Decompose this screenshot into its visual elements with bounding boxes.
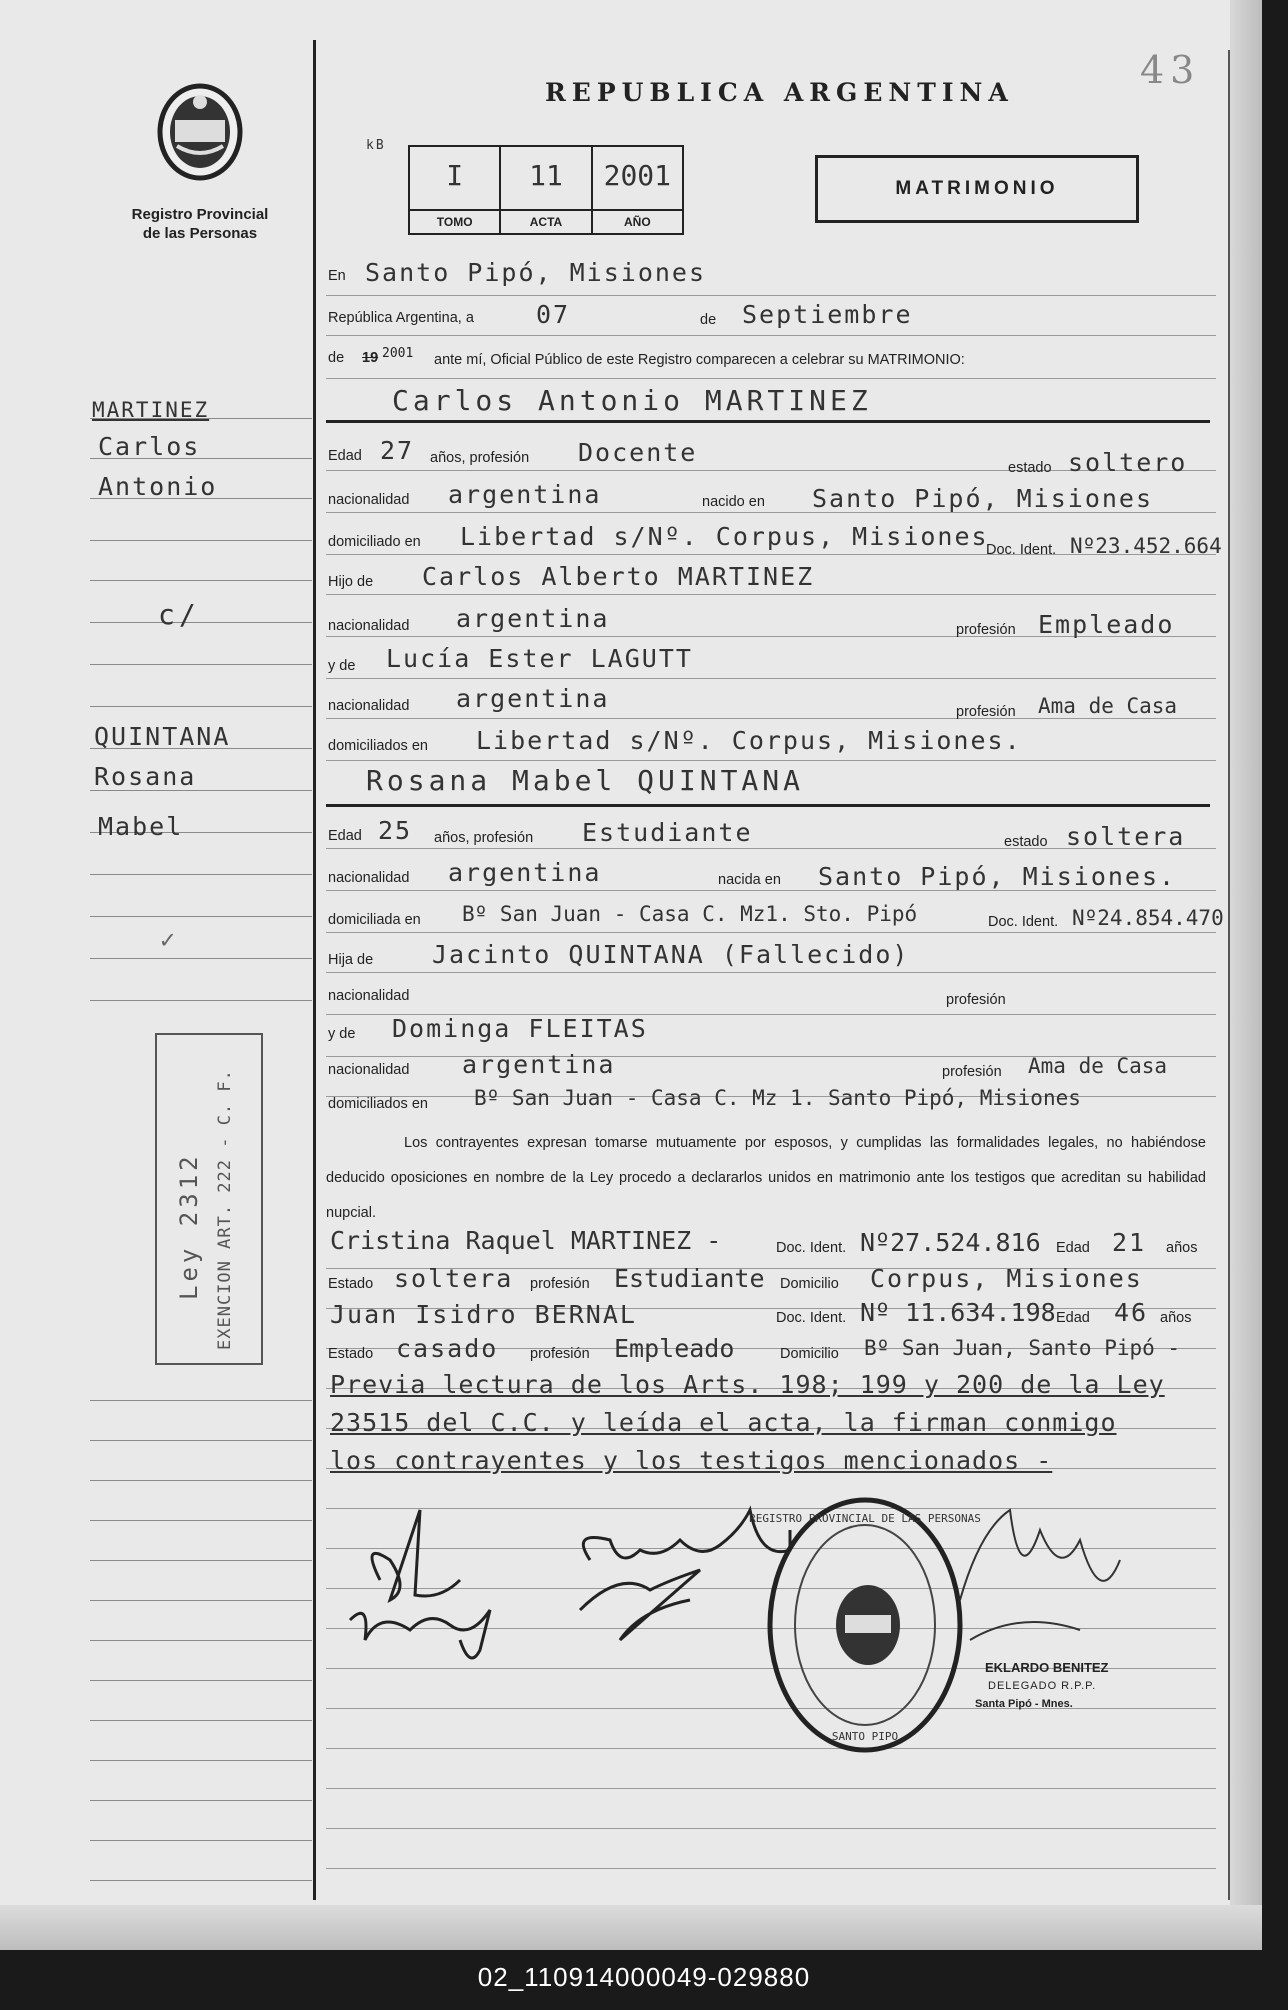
anio-value: 2001 — [603, 159, 672, 192]
signatures-area — [320, 1490, 1220, 1790]
witness1-status: soltera — [394, 1264, 514, 1293]
acta-value: 11 — [529, 159, 563, 192]
margin-bride-first: Rosana — [94, 762, 197, 791]
bride-edad-label: Edad — [328, 828, 362, 844]
de-label: de — [700, 312, 717, 328]
bride-doc-number: Nº24.854.470 — [1072, 906, 1224, 930]
groom-mother-prof-label: profesión — [956, 704, 1016, 720]
document-title: REPUBLICA ARGENTINA — [545, 78, 1014, 107]
witness2-estado-label: Estado — [328, 1346, 374, 1362]
witness1-address: Corpus, Misiones — [870, 1264, 1143, 1293]
record-number-box — [408, 145, 684, 235]
witness1-edad-label: Edad — [1056, 1240, 1090, 1256]
bride-mother-prof-label: profesión — [942, 1064, 1002, 1080]
groom-anos-label: años, profesión — [430, 450, 530, 466]
bride-age: 25 — [378, 816, 413, 845]
groom-father-nac-label: nacionalidad — [328, 618, 410, 634]
witness1-profession: Estudiante — [614, 1264, 765, 1293]
witness2-prof-label: profesión — [530, 1346, 590, 1362]
scan-identifier: 02_110914000049-029880 — [477, 1962, 811, 1992]
witness2-doc-label: Doc. Ident. — [776, 1310, 847, 1326]
acta-cell — [501, 147, 592, 233]
page-edge-bottom — [0, 1905, 1262, 1950]
year-struck: 19 — [362, 350, 379, 366]
bride-mother-label: y de — [328, 1026, 356, 1042]
bride-father-prof-label: profesión — [946, 992, 1006, 1008]
seal-bottom-text: SANTO PIPO — [831, 1730, 899, 1743]
witness2-profession: Empleado — [614, 1334, 735, 1363]
groom-mother-label: y de — [328, 658, 356, 674]
margin-divider — [313, 40, 316, 1900]
groom-mother-profession: Ama de Casa — [1038, 694, 1178, 718]
stamp-exemption-text: EXENCION ART. 222 - C. F. — [215, 1069, 235, 1350]
en-label: En — [328, 268, 346, 284]
closing-line1: Previa lectura de los Arts. 198; 199 y 200 de la Ley — [330, 1370, 1165, 1399]
witness2-status: casado — [396, 1334, 499, 1363]
marriage-month: Septiembre — [742, 300, 913, 329]
witness2-doc-number: Nº 11.634.198 — [860, 1298, 1056, 1327]
tomo-cell — [410, 147, 501, 233]
groom-nac-label: nacionalidad — [328, 492, 410, 508]
groom-birthplace: Santo Pipó, Misiones — [812, 484, 1154, 513]
bride-estado-label: estado — [1004, 834, 1048, 850]
margin-groom-second: Antonio — [98, 472, 218, 501]
groom-mother-nationality: argentina — [456, 684, 610, 713]
anio-label: AÑO — [593, 209, 682, 233]
groom-father-name: Carlos Alberto MARTINEZ — [422, 562, 815, 591]
margin-mark: kB — [366, 138, 386, 153]
closing-line3: los contrayentes y los testigos mencionados - — [330, 1446, 1053, 1475]
registry-label-line1: Registro Provincial — [131, 206, 269, 223]
bride-separator — [326, 804, 1210, 807]
bride-birthplace: Santo Pipó, Misiones. — [818, 862, 1177, 891]
witness1-dom-label: Domicilio — [780, 1276, 839, 1292]
margin-groom-first: Carlos — [98, 432, 201, 461]
groom-status: soltero — [1068, 448, 1188, 477]
bride-nacida-label: nacida en — [718, 872, 781, 888]
groom-doc-number: Nº23.452.664 — [1070, 534, 1222, 558]
bride-full-name: Rosana Mabel QUINTANA — [366, 764, 805, 797]
groom-profession: Docente — [578, 438, 698, 467]
bride-nationality: argentina — [448, 858, 602, 887]
witness1-doc-number: Nº27.524.816 — [860, 1228, 1041, 1257]
groom-mother-name: Lucía Ester LAGUTT — [386, 644, 693, 673]
groom-parents-dom-label: domiciliados en — [328, 738, 428, 754]
witness2-name: Juan Isidro BERNAL — [330, 1300, 637, 1329]
witness2-anos-label: años — [1160, 1310, 1192, 1326]
declaration-paragraph: Los contrayentes expresan tomarse mutuamente por esposos, y cumplidas las formalidades legales, no habiéndose deducido oposiciones en nombre de la Ley procedo a declararlos unidos en matrimonio ante los testigos que acreditan su habilidad nupcial. — [326, 1135, 1206, 1221]
witness2-age: 46 — [1114, 1298, 1149, 1327]
witness1-prof-label: profesión — [530, 1276, 590, 1292]
official-seal-icon — [749, 1500, 981, 1750]
record-kind-box: MATRIMONIO — [815, 155, 1139, 223]
bride-address: Bº San Juan - Casa C. Mz1. Sto. Pipó — [462, 902, 918, 926]
bride-father-label: Hija de — [328, 952, 374, 968]
groom-father-profession: Empleado — [1038, 610, 1175, 639]
acta-label: ACTA — [501, 209, 590, 233]
stamp-law-text: Ley 2312 — [175, 1152, 203, 1300]
registry-label-line2: de las Personas — [142, 225, 258, 242]
marriage-day: 07 — [536, 300, 571, 329]
de-year-label: de — [328, 350, 345, 366]
marriage-year: 2001 — [382, 346, 414, 361]
bride-doc-label: Doc. Ident. — [988, 914, 1059, 930]
bride-anos-label: años, profesión — [434, 830, 534, 846]
witness1-anos-label: años — [1166, 1240, 1198, 1256]
groom-father-label: Hijo de — [328, 574, 374, 590]
margin-check-mark: ✓ — [160, 925, 178, 954]
groom-address: Libertad s/Nº. Corpus, Misiones — [460, 522, 989, 551]
ante-text: ante mí, Oficial Público de este Registro comparecen a celebrar su MATRIMONIO: — [434, 352, 965, 368]
groom-nationality: argentina — [448, 480, 602, 509]
witness1-name: Cristina Raquel MARTINEZ - — [330, 1226, 722, 1255]
bride-nac-label: nacionalidad — [328, 870, 410, 886]
groom-estado-label: estado — [1008, 460, 1052, 476]
groom-father-prof-label: profesión — [956, 622, 1016, 638]
witness1-age: 21 — [1112, 1228, 1147, 1257]
republica-label: República Argentina, a — [328, 310, 474, 326]
right-margin-line — [1228, 50, 1230, 1900]
groom-edad-label: Edad — [328, 448, 362, 464]
seal-text: REGISTRO PROVINCIAL DE LAS PERSONAS — [749, 1512, 981, 1525]
groom-nacido-label: nacido en — [702, 494, 765, 510]
bride-mother-nationality: argentina — [462, 1050, 616, 1079]
witness2-dom-label: Domicilio — [780, 1346, 839, 1362]
exemption-stamp — [155, 1033, 263, 1365]
page-number: 43 — [1140, 48, 1201, 92]
margin-bride-surname: QUINTANA — [94, 722, 231, 751]
margin-conjunction: c/ — [158, 598, 200, 631]
groom-signature — [320, 1510, 490, 1658]
witness1-estado-label: Estado — [328, 1276, 374, 1292]
groom-full-name: Carlos Antonio MARTINEZ — [392, 384, 872, 417]
bride-mother-name: Dominga FLEITAS — [392, 1014, 648, 1043]
bride-mother-nac-label: nacionalidad — [328, 1062, 410, 1078]
bride-parents-dom-label: domiciliados en — [328, 1096, 428, 1112]
bride-signature — [580, 1510, 790, 1640]
witness1-doc-label: Doc. Ident. — [776, 1240, 847, 1256]
margin-bride-second: Mabel — [98, 812, 184, 841]
closing-line2: 23515 del C.C. y leída el acta, la firman conmigo — [330, 1408, 1117, 1437]
margin-groom-surname: MARTINEZ — [92, 398, 210, 422]
tomo-label: TOMO — [410, 209, 499, 233]
witness2-edad-label: Edad — [1056, 1310, 1090, 1326]
groom-age: 27 — [380, 436, 415, 465]
page-edge-right — [1230, 0, 1262, 1950]
official-place: Santa Pipó - Mnes. — [975, 1698, 1073, 1710]
bride-profession: Estudiante — [582, 818, 753, 847]
groom-mother-nac-label: nacionalidad — [328, 698, 410, 714]
official-signature — [960, 1510, 1120, 1640]
groom-father-nationality: argentina — [456, 604, 610, 633]
bride-dom-label: domiciliada en — [328, 912, 421, 928]
bride-status: soltera — [1066, 822, 1186, 851]
anio-cell — [593, 147, 682, 233]
witness2-address: Bº San Juan, Santo Pipó - — [864, 1336, 1181, 1360]
bride-father-nac-label: nacionalidad — [328, 988, 410, 1004]
official-role: DELEGADO R.P.P. — [988, 1680, 1097, 1692]
registry-emblem-icon — [155, 80, 245, 184]
groom-parents-address: Libertad s/Nº. Corpus, Misiones. — [476, 726, 1022, 755]
registry-label — [100, 205, 300, 243]
groom-separator — [326, 420, 1210, 423]
official-name: EKLARDO BENITEZ — [985, 1660, 1109, 1675]
marriage-place: Santo Pipó, Misiones — [365, 258, 707, 287]
bride-mother-profession: Ama de Casa — [1028, 1054, 1168, 1078]
groom-doc-label: Doc. Ident. — [986, 542, 1057, 558]
bride-parents-address: Bº San Juan - Casa C. Mz 1. Santo Pipó, Misiones — [474, 1086, 1081, 1110]
groom-dom-label: domiciliado en — [328, 534, 421, 550]
bride-father-name: Jacinto QUINTANA (Fallecido) — [432, 940, 910, 969]
tomo-value: I — [446, 159, 464, 192]
